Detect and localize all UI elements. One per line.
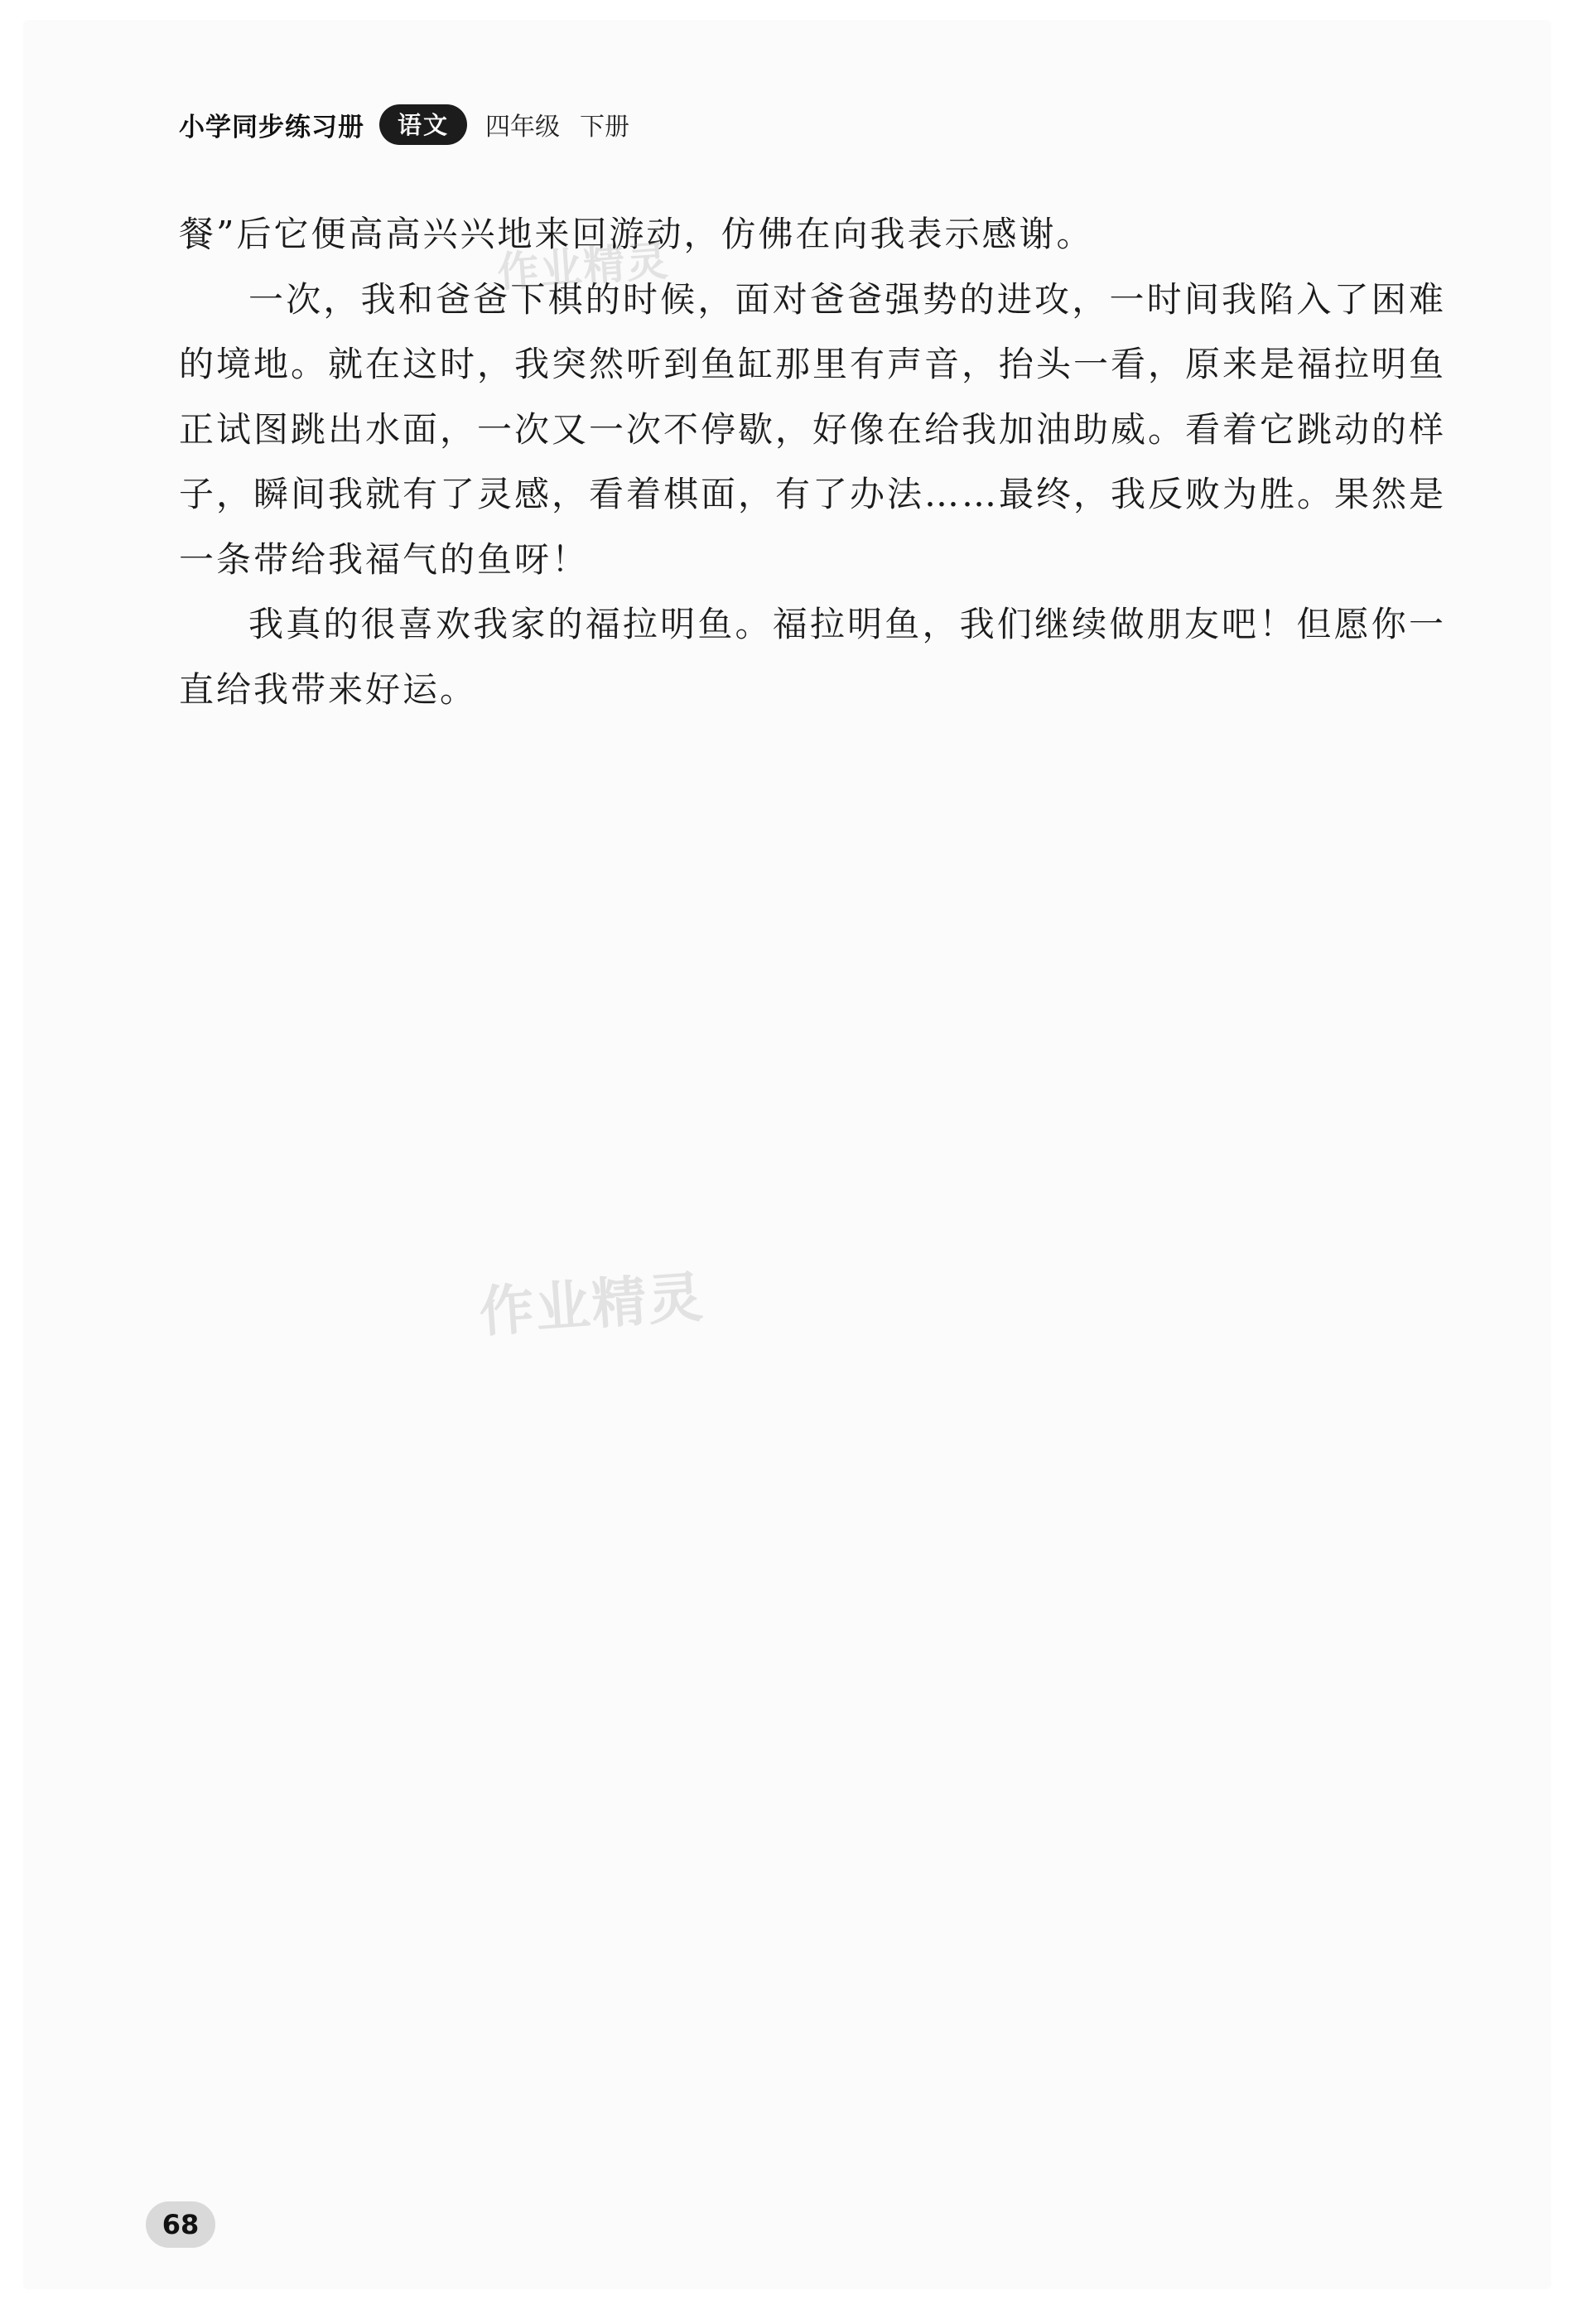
watermark-middle: 作业精灵 — [477, 1265, 706, 1345]
running-header — [179, 101, 629, 147]
paragraph-continuation: 餐”后它便高高兴兴地来回游动，仿佛在向我表示感谢。 — [179, 214, 1094, 254]
watermark-top: 作业精灵 — [495, 236, 672, 297]
paragraph-conclusion: 我真的很喜欢我家的福拉明鱼。福拉明鱼，我们继续做朋友吧！但愿你一直给我带来好运。 — [179, 604, 1446, 710]
essay-body — [179, 202, 1446, 722]
series-title: 小学同步练习册 — [179, 112, 364, 142]
page-number: 68 — [146, 2201, 215, 2248]
volume-label: 下册 — [580, 113, 630, 142]
subject-badge: 语文 — [379, 104, 467, 145]
grade-label: 四年级 — [485, 113, 561, 142]
paragraph-chess-story: 一次，我和爸爸下棋的时候，面对爸爸强势的进攻，一时间我陷入了困难的境地。就在这时，我突然听到鱼缸那里有声音，抬头一看，原来是福拉明鱼正试图跳出水面，一次又一次不停歇，好像在给我加油助威。看着它跳动的样子，瞬间我就有了灵感，看着棋面，有了办法……最终，我反败为胜。果然是一条带给我福气的鱼呀！ — [179, 278, 1447, 580]
